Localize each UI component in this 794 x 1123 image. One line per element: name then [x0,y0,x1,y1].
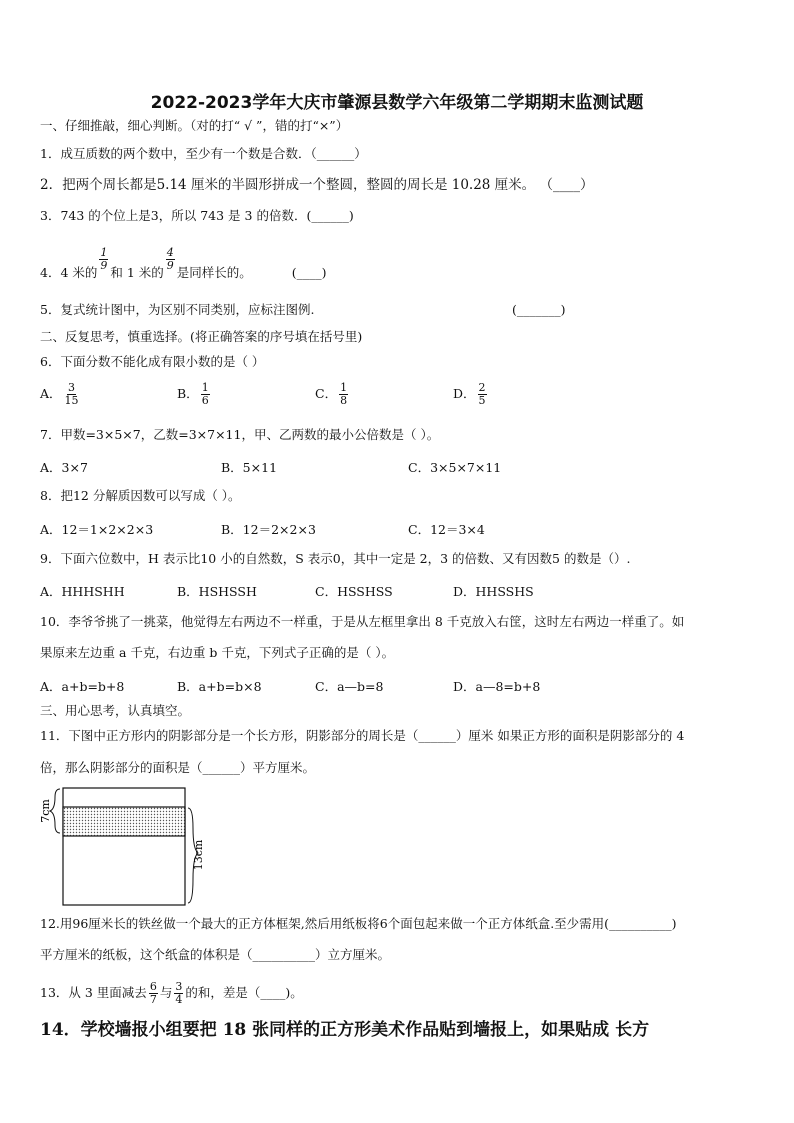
question-9: 9．下面六位数中，H 表示比10 小的自然数，S 表示0，其中一定是 2，3 的倍数、又有因数5 的数是（）. [40,551,631,566]
q10-option-d: D．a—8=b+8 [453,679,541,694]
fraction-1-9: $\frac{1}{9}$ [100,246,108,272]
fraction-6-7: $\frac{6}{7}$ [149,980,157,1006]
q7-option-a: A．3×7 [40,460,88,475]
question-10-line-1: 10．李爷爷挑了一挑菜，他觉得左右两边不一样重，于是从左框里拿出 8 千克放入右筐，这时左右两边一样重了。如 [40,614,685,629]
question-6: 6．下面分数不能化成有限小数的是（ ） [40,354,265,369]
fraction: $\frac{2}{5}$ [478,381,486,407]
question-12-line-1: 12.用96厘米长的铁丝做一个最大的正方体框架,然后用纸板将6个面包起来做一个正方体纸盒.至少需用(__________) [40,916,677,931]
fraction-3-4: $\frac{3}{4}$ [175,980,183,1006]
shaded-rectangle [63,807,185,836]
q6-option-b: B． $\frac{1}{6}$ [177,381,209,407]
question-13: 13．从 3 里面减去 $\frac{6}{7}$ 与 $\frac{3}{4}$ 的和，差是（____)。 [40,980,303,1006]
q6-option-d: D． $\frac{2}{5}$ [453,381,486,407]
q6-option-c: C． $\frac{1}{8}$ [315,381,348,407]
question-3: 3．743 的个位上是3，所以 743 是 3 的倍数．(______) [40,208,354,223]
q7-option-c: C．3×5×7×11 [408,460,502,475]
section-3-heading: 三、用心思考，认真填空。 [40,703,191,718]
fraction: $\frac{1}{6}$ [201,381,209,407]
square-figure [36,783,216,908]
question-5-blank: (_______) [512,302,566,317]
section-1-heading: 一、仔细推敲，细心判断。（对的打“ √ ”，错的打“×”） [40,118,349,133]
question-1: 1．成互质数的两个数中，至少有一个数是合数．（______） [40,146,367,161]
q6-option-a: A． $\frac{3}{15}$ [40,381,79,407]
q10-option-a: A．a+b=b+8 [40,679,125,694]
q8-option-c: C．12＝3×4 [408,522,485,537]
q9-option-d: D．HHSSHS [453,584,534,599]
q10-option-c: C．a—b=8 [315,679,384,694]
question-5: 5．复式统计图中，为区别不同类别，应标注图例. [40,302,315,317]
question-4-text-post: 是同样长的。 [176,265,252,280]
question-4-text-pre: 4．4 米的 [40,265,98,280]
question-4-text-mid: 和 1 米的 [110,265,164,280]
fraction-4-9: $\frac{4}{9}$ [166,246,174,272]
q9-option-b: B．HSHSSH [177,584,257,599]
q10-option-b: B．a+b=b×8 [177,679,262,694]
question-12-line-2: 平方厘米的纸板，这个纸盒的体积是（__________）立方厘米。 [40,947,391,962]
question-11-line-1: 11．下图中正方形内的阴影部分是一个长方形，阴影部分的周长是（______）厘米 如果正方形的面积是阴影部分的 4 [40,728,685,743]
question-2: 2．把两个周长都是5.14 厘米的半圆形拼成一个整圆，整圆的周长是 10.28 厘米。 （____） [40,177,594,193]
q9-option-a: A．HHHSHH [40,584,125,599]
label-7cm: 7cm [39,799,52,823]
q7-option-b: B．5×11 [221,460,278,475]
q8-option-a: A．12＝1×2×2×3 [40,522,154,537]
page-title: 2022-2023学年大庆市肇源县数学六年级第二学期期末监测试题 [150,93,644,113]
question-7: 7．甲数=3×5×7，乙数=3×7×11，甲、乙两数的最小公倍数是（ ）。 [40,427,440,442]
q8-option-b: B．12＝2×2×3 [221,522,316,537]
question-4 [40,246,327,288]
question-11-line-2: 倍，那么阴影部分的面积是（______）平方厘米。 [40,760,316,775]
question-10-line-2: 果原来左边重 a 千克，右边重 b 千克，下列式子正确的是（ ）。 [40,645,395,660]
square-outline [63,788,185,905]
section-2-heading: 二、反复思考，慎重选择。(将正确答案的序号填在括号里) [40,329,363,344]
question-4-blank: (____) [291,265,327,280]
fraction: $\frac{1}{8}$ [340,381,348,407]
fraction: $\frac{3}{15}$ [64,381,79,407]
question-14: 14．学校墙报小组要把 18 张同样的正方形美术作品贴到墙报上，如果贴成 长方 [40,1020,650,1040]
q9-option-c: C．HSSHSS [315,584,393,599]
question-8: 8．把12 分解质因数可以写成（ ）。 [40,488,241,503]
label-13cm: 13cm [192,839,205,871]
